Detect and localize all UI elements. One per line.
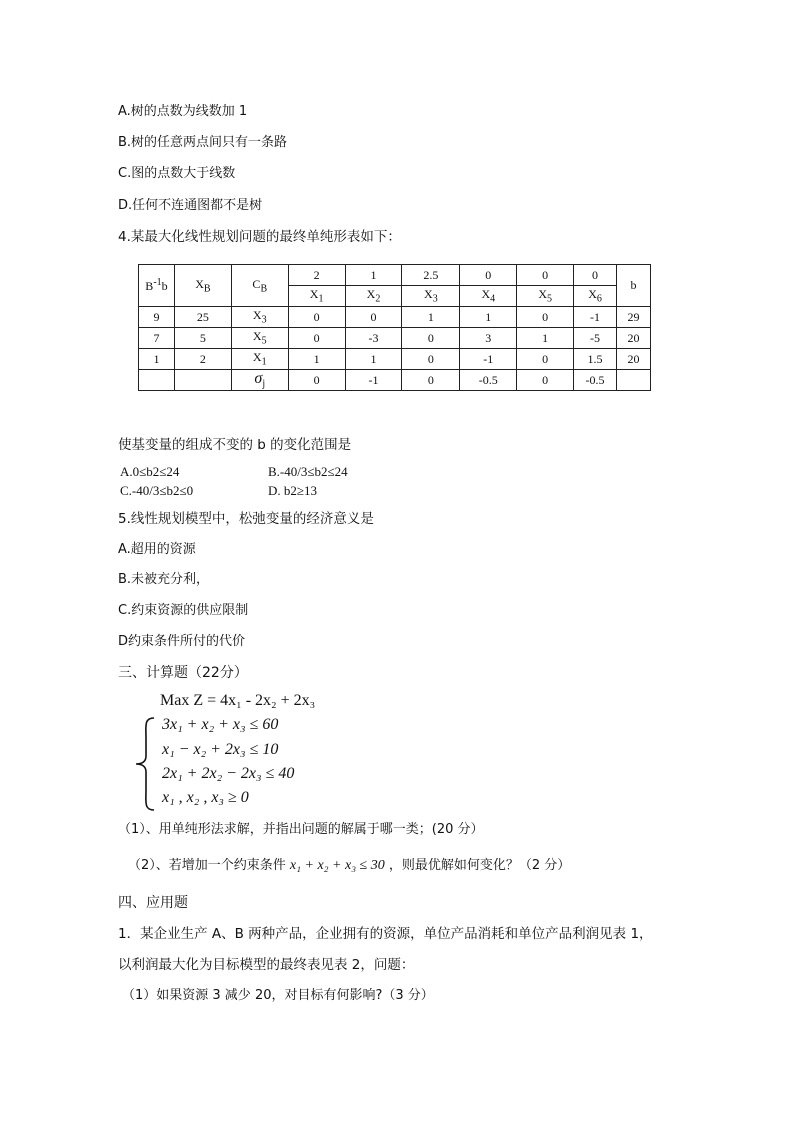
option-d: D.任何不连通图都不是树 [118, 198, 263, 213]
simplex-table [138, 264, 651, 391]
var-header: $X_5$ [517, 286, 574, 307]
constraint-3: 2x₁ + 2x₂ − 2x₃ ≤ 40 [162, 765, 295, 782]
section-4-question-1: （1）如果资源 3 减少 20，对目标有何影响?（3 分） [122, 988, 434, 1003]
table-row: 9 25 $X_3$ 0 0 1 1 0 -1 29 [139, 307, 651, 328]
q4-option-d: D. b2≥13 [268, 483, 318, 498]
part-1: （1）、用单纯形法求解，并指出问题的解属于哪一类；(20 分） [118, 822, 484, 837]
q5-option-b: B.未被充分利， [118, 572, 210, 587]
coeff-cell: 0 [517, 265, 574, 286]
coeff-cell: 2 [288, 265, 345, 286]
sigma-row: $\sigma_j$ 0 -1 0 -0.5 0 -0.5 [139, 370, 651, 391]
objective-function: Max Z = 4x₁ - 2x₂ + 2x₃ [160, 692, 316, 709]
var-header: $X_1$ [288, 286, 345, 307]
table-row: 1 2 $X_1$ 1 1 0 -1 0 1.5 20 [139, 349, 651, 370]
coeff-cell: 0 [574, 265, 617, 286]
option-b: B.树的任意两点间只有一条路 [118, 135, 288, 150]
table-row: 7 5 $X_5$ 0 -3 0 3 1 -5 20 [139, 328, 651, 349]
coeff-cell: 2.5 [402, 265, 460, 286]
question-4-text: 使基变量的组成不变的 b 的变化范围是 [118, 437, 352, 453]
q4-option-b: B.-40/3≤b2≤24 [268, 464, 348, 479]
constraint-2: x₁ − x₂ + 2x₃ ≤ 10 [162, 741, 279, 758]
q5-option-a: A.超用的资源 [118, 542, 196, 557]
var-header: $X_2$ [345, 286, 402, 307]
constraint-1: 3x₁ + x₂ + x₃ ≤ 60 [162, 716, 279, 733]
left-brace-icon [132, 716, 158, 812]
constraint-4: x₁ , x₂ , x₃ ≥ 0 [162, 789, 249, 806]
q4-option-a: A.0≤b2≤24 [120, 464, 180, 479]
question-4-stem: 4.某最大化线性规划问题的最终单纯形表如下： [118, 229, 401, 245]
option-c: C.图的点数大于线数 [118, 166, 236, 181]
header-xb: $X_B$ [174, 265, 231, 307]
section-4-para-2: 以利润最大化为目标模型的最终表见表 2，问题： [118, 957, 415, 973]
q4-option-c: C.-40/3≤b2≤0 [120, 483, 194, 498]
option-a: A.树的点数为线数加 1 [118, 104, 248, 119]
var-header: $X_4$ [460, 286, 517, 307]
header-cb: $B^{-1}b$ [139, 265, 175, 307]
header-c: $C_B$ [231, 265, 288, 307]
var-header: $X_3$ [402, 286, 460, 307]
q5-option-d: D约束条件所付的代价 [118, 634, 246, 649]
coeff-cell: 0 [460, 265, 517, 286]
part-2: （2）、若增加一个约束条件 x₁ + x₂ + x₃ ≤ 30 ，则最优解如何变化？（2 分） [128, 858, 571, 873]
q5-option-c: C.约束资源的供应限制 [118, 603, 249, 618]
section-4-title: 四、应用题 [118, 895, 188, 911]
added-constraint: x₁ + x₂ + x₃ ≤ 30 [289, 858, 385, 873]
section-4-para-1: 1．某企业生产 A、B 两种产品，企业拥有的资源，单位产品消耗和单位产品利润见表 1， [118, 926, 653, 942]
var-header: $X_6$ [574, 286, 617, 307]
coeff-cell: 1 [345, 265, 402, 286]
section-3-title: 三、计算题（22分） [118, 665, 248, 681]
header-b: b [617, 265, 651, 307]
question-5-stem: 5.线性规划模型中，松弛变量的经济意义是 [118, 511, 374, 527]
